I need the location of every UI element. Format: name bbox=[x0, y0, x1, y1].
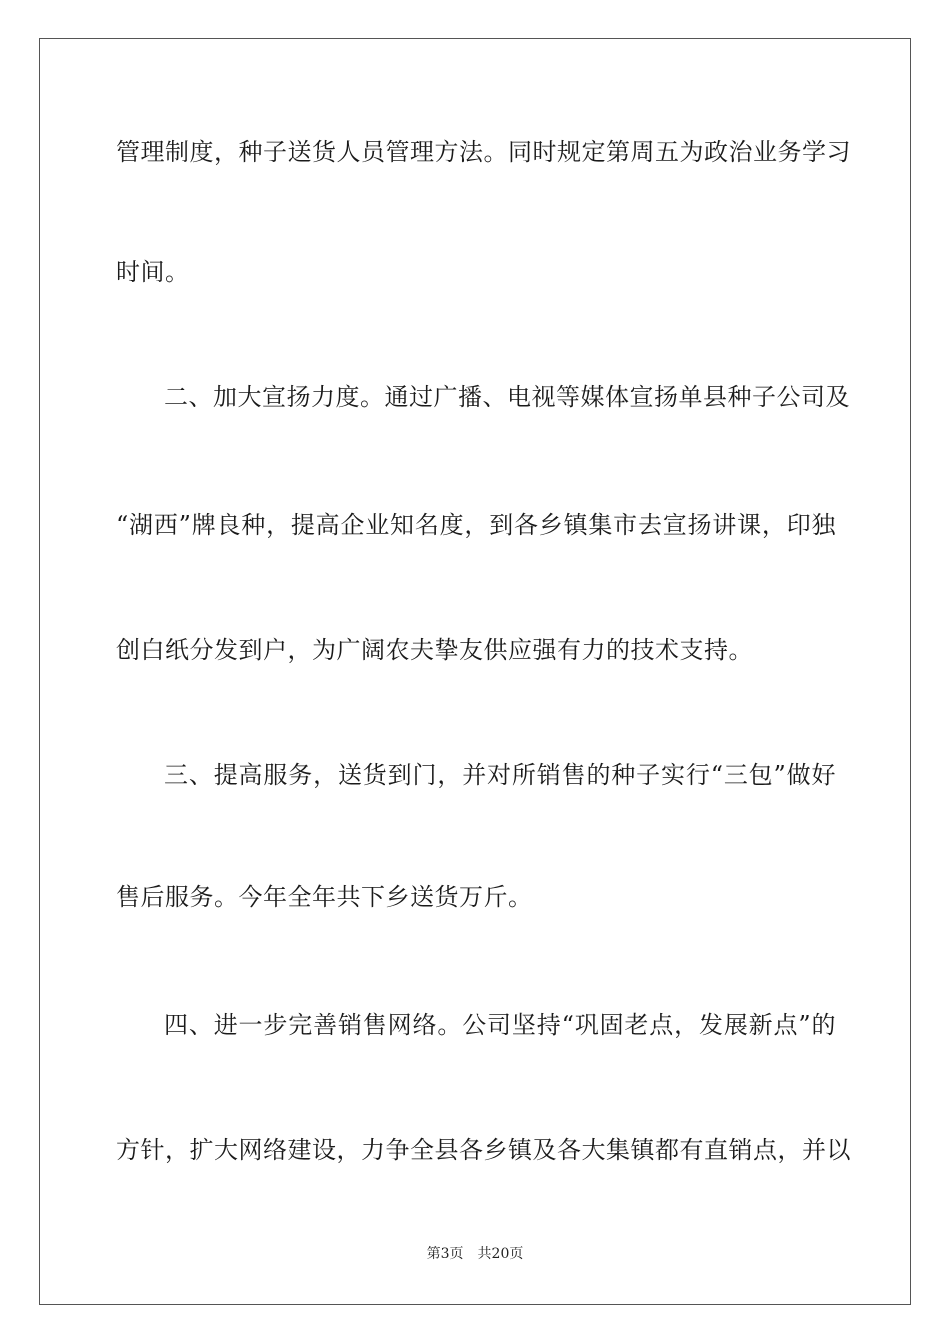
paragraph-line-4: “湖西”牌良种，提高企业知名度，到各乡镇集市去宣扬讲课，印独 bbox=[116, 511, 836, 539]
paragraph-line-9: 方针，扩大网络建设，力争全县各乡镇及各大集镇都有直销点，并以 bbox=[116, 1136, 851, 1164]
paragraph-line-5: 创白纸分发到户，为广阔农夫挚友供应强有力的技术支持。 bbox=[116, 636, 753, 664]
paragraph-line-6: 三、提高服务，送货到门，并对所销售的种子实行“三包”做好 bbox=[164, 761, 836, 789]
page-number-current: 第3页 bbox=[426, 1246, 464, 1262]
page-footer bbox=[0, 1245, 950, 1263]
page-number-total: 共20页 bbox=[477, 1246, 524, 1262]
paragraph-line-1: 管理制度，种子送货人员管理方法。同时规定第周五为政治业务学习 bbox=[116, 138, 851, 166]
page-border bbox=[39, 38, 911, 1305]
paragraph-line-2: 时间。 bbox=[116, 258, 190, 286]
paragraph-line-3: 二、加大宣扬力度。通过广播、电视等媒体宣扬单县种子公司及 bbox=[164, 383, 850, 411]
paragraph-line-7: 售后服务。今年全年共下乡送货万斤。 bbox=[116, 883, 533, 911]
paragraph-line-8: 四、进一步完善销售网络。公司坚持“巩固老点，发展新点”的 bbox=[164, 1011, 836, 1039]
